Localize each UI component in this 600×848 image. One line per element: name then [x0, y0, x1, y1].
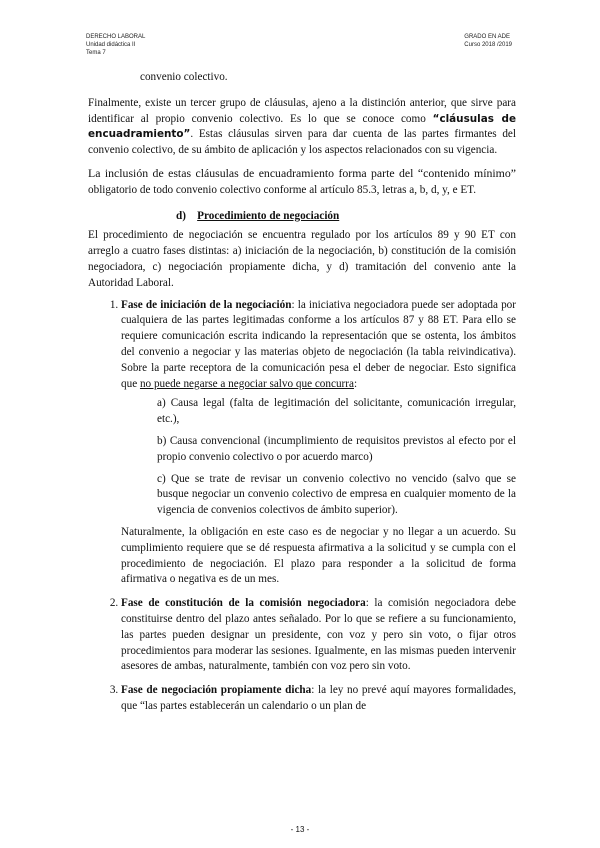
- list-item-phase-3: 3. Fase de negociación propiamente dicha: la ley no prevé aquí mayores formalidades, que “las partes establecerán un calendario o un plan de: [121, 683, 516, 715]
- header-subject: DERECHO LABORAL: [86, 34, 146, 40]
- sub-cause-a: a) Causa legal (falta de legitimación del solicitante, comunicación irregular, etc.),: [157, 397, 516, 426]
- paragraph-continuation: convenio colectivo.: [140, 71, 228, 83]
- paragraph-contenido-minimo: La inclusión de estas cláusulas de encuadramiento forma parte del “contenido mínimo” obligatorio de todo convenio colectivo conforme al artículo 85.3, letras a, b, d, y, e ET.: [88, 165, 516, 196]
- page-number: - 13 -: [290, 825, 310, 834]
- phase-1-conclusion: Naturalmente, la obligación en este caso es de negociar y no llegar a un acuerdo. Su cumplimiento requiere que se dé respuesta afirmativa a la solicitud y se cumpla con el procedimiento de negociación. El plazo para responder a la solicitud de forma afirmativa o negativa es de un mes.: [121, 525, 516, 586]
- phase-2-title: Fase de constitución de la comisión negociadora: [121, 597, 366, 610]
- header-topic: Tema 7: [86, 50, 106, 56]
- header-degree: GRADO EN ADE: [464, 34, 510, 40]
- paragraph-procedimiento: El procedimiento de negociación se encuentra regulado por los artículos 89 y 90 ET con arreglo a cuatro fases distintas: a) iniciación de la negociación, b) constitución de la comisión negociadora, c) negociación propiamente dicha, y d) tramitación del convenio ante la Autoridad Laboral.: [88, 229, 516, 289]
- sub-cause-b: b) Causa convencional (incumplimiento de requisitos previstos al efecto por el propio convenio colectivo o por acuerdo marco): [157, 434, 516, 463]
- heading-letter: d): [176, 209, 186, 222]
- document-body: [88, 70, 516, 723]
- paragraph-encuadramiento: Finalmente, existe un tercer grupo de cláusulas, ajeno a la distinción anterior, que sirve para identificar al propio convenio colectivo. Es lo que se conoce como “cláusulas de encuadramiento”. Estas cláusulas sirven para dar cuenta de las partes firmantes del convenio colectivo, de su ámbito de aplicación y los aspectos relacionados con su vigencia.: [88, 96, 517, 157]
- underlined-clause: no puede negarse a negociar salvo que concurra: [139, 377, 354, 390]
- phases-list: [88, 298, 516, 715]
- header-left: [86, 33, 145, 57]
- phase-1-title: Fase de iniciación de la negociación: [121, 298, 292, 311]
- header-course: Curso 2018 /2019: [464, 42, 512, 48]
- section-heading: [88, 209, 516, 225]
- term-clausulas-encuadramiento: “cláusulas de encuadramiento”: [88, 112, 517, 141]
- phase-3-title: Fase de negociación propiamente dicha: [121, 684, 312, 697]
- list-item-phase-2: 2. Fase de constitución de la comisión negociadora: la comisión negociadora debe constituirse dentro del plazo antes señalado. Por lo que se refiere a su funcionamiento, las partes pueden designar un presidente, con voz y pero sin voto, o fijar otros procedimientos para moderar las sesiones. Igualmente, en las mismas pueden intervenir asesores de ambas, naturalmente, también con voz pero sin voto.: [121, 596, 516, 675]
- heading-text: Procedimiento de negociación: [197, 209, 340, 222]
- list-item-phase-1: 1. Fase de iniciación de la negociación: la iniciativa negociadora puede ser adoptada por cualquiera de las partes legitimadas conforme a los artículos 87 y 88 ET. Para ello se requiere comunicación escrita indicando la representación que se ostenta, los ámbitos del convenio a negociar y las materias objeto de negociación (la tabla reivindicativa). Sobre la parte receptora de la comunicación pesa el deber de negociar. Esto significa que no puede negarse a negociar salvo que concurra: a) Causa legal (falta de legitimación del solicitante, comunicación irregular, etc.), b) Causa convencional (incumplimiento de requisitos previstos al efecto por el propio convenio colectivo o por acuerdo marco) c) Que se trate de revisar un convenio colectivo no vencido (salvo que se busque negociar un convenio colectivo de empresa en cualquier momento de la vigencia de convenios colectivos de ámbito superior). Naturalmente, la obligación en este caso es de negociar y no llegar a un acuerdo. Su cumplimiento requiere que se dé respuesta afirmativa a la solicitud y se cumpla con el procedimiento de negociación. El plazo para responder a la solicitud de forma afirmativa o negativa es de un mes.: [121, 298, 516, 589]
- header-right: [464, 33, 512, 49]
- header-unit: Unidad didáctica II: [86, 42, 136, 48]
- sub-causes: [121, 396, 516, 519]
- sub-cause-c: c) Que se trate de revisar un convenio colectivo no vencido (salvo que se busque negociar un convenio colectivo de empresa en cualquier momento de la vigencia de convenios colectivos de ámbito superior).: [157, 472, 516, 517]
